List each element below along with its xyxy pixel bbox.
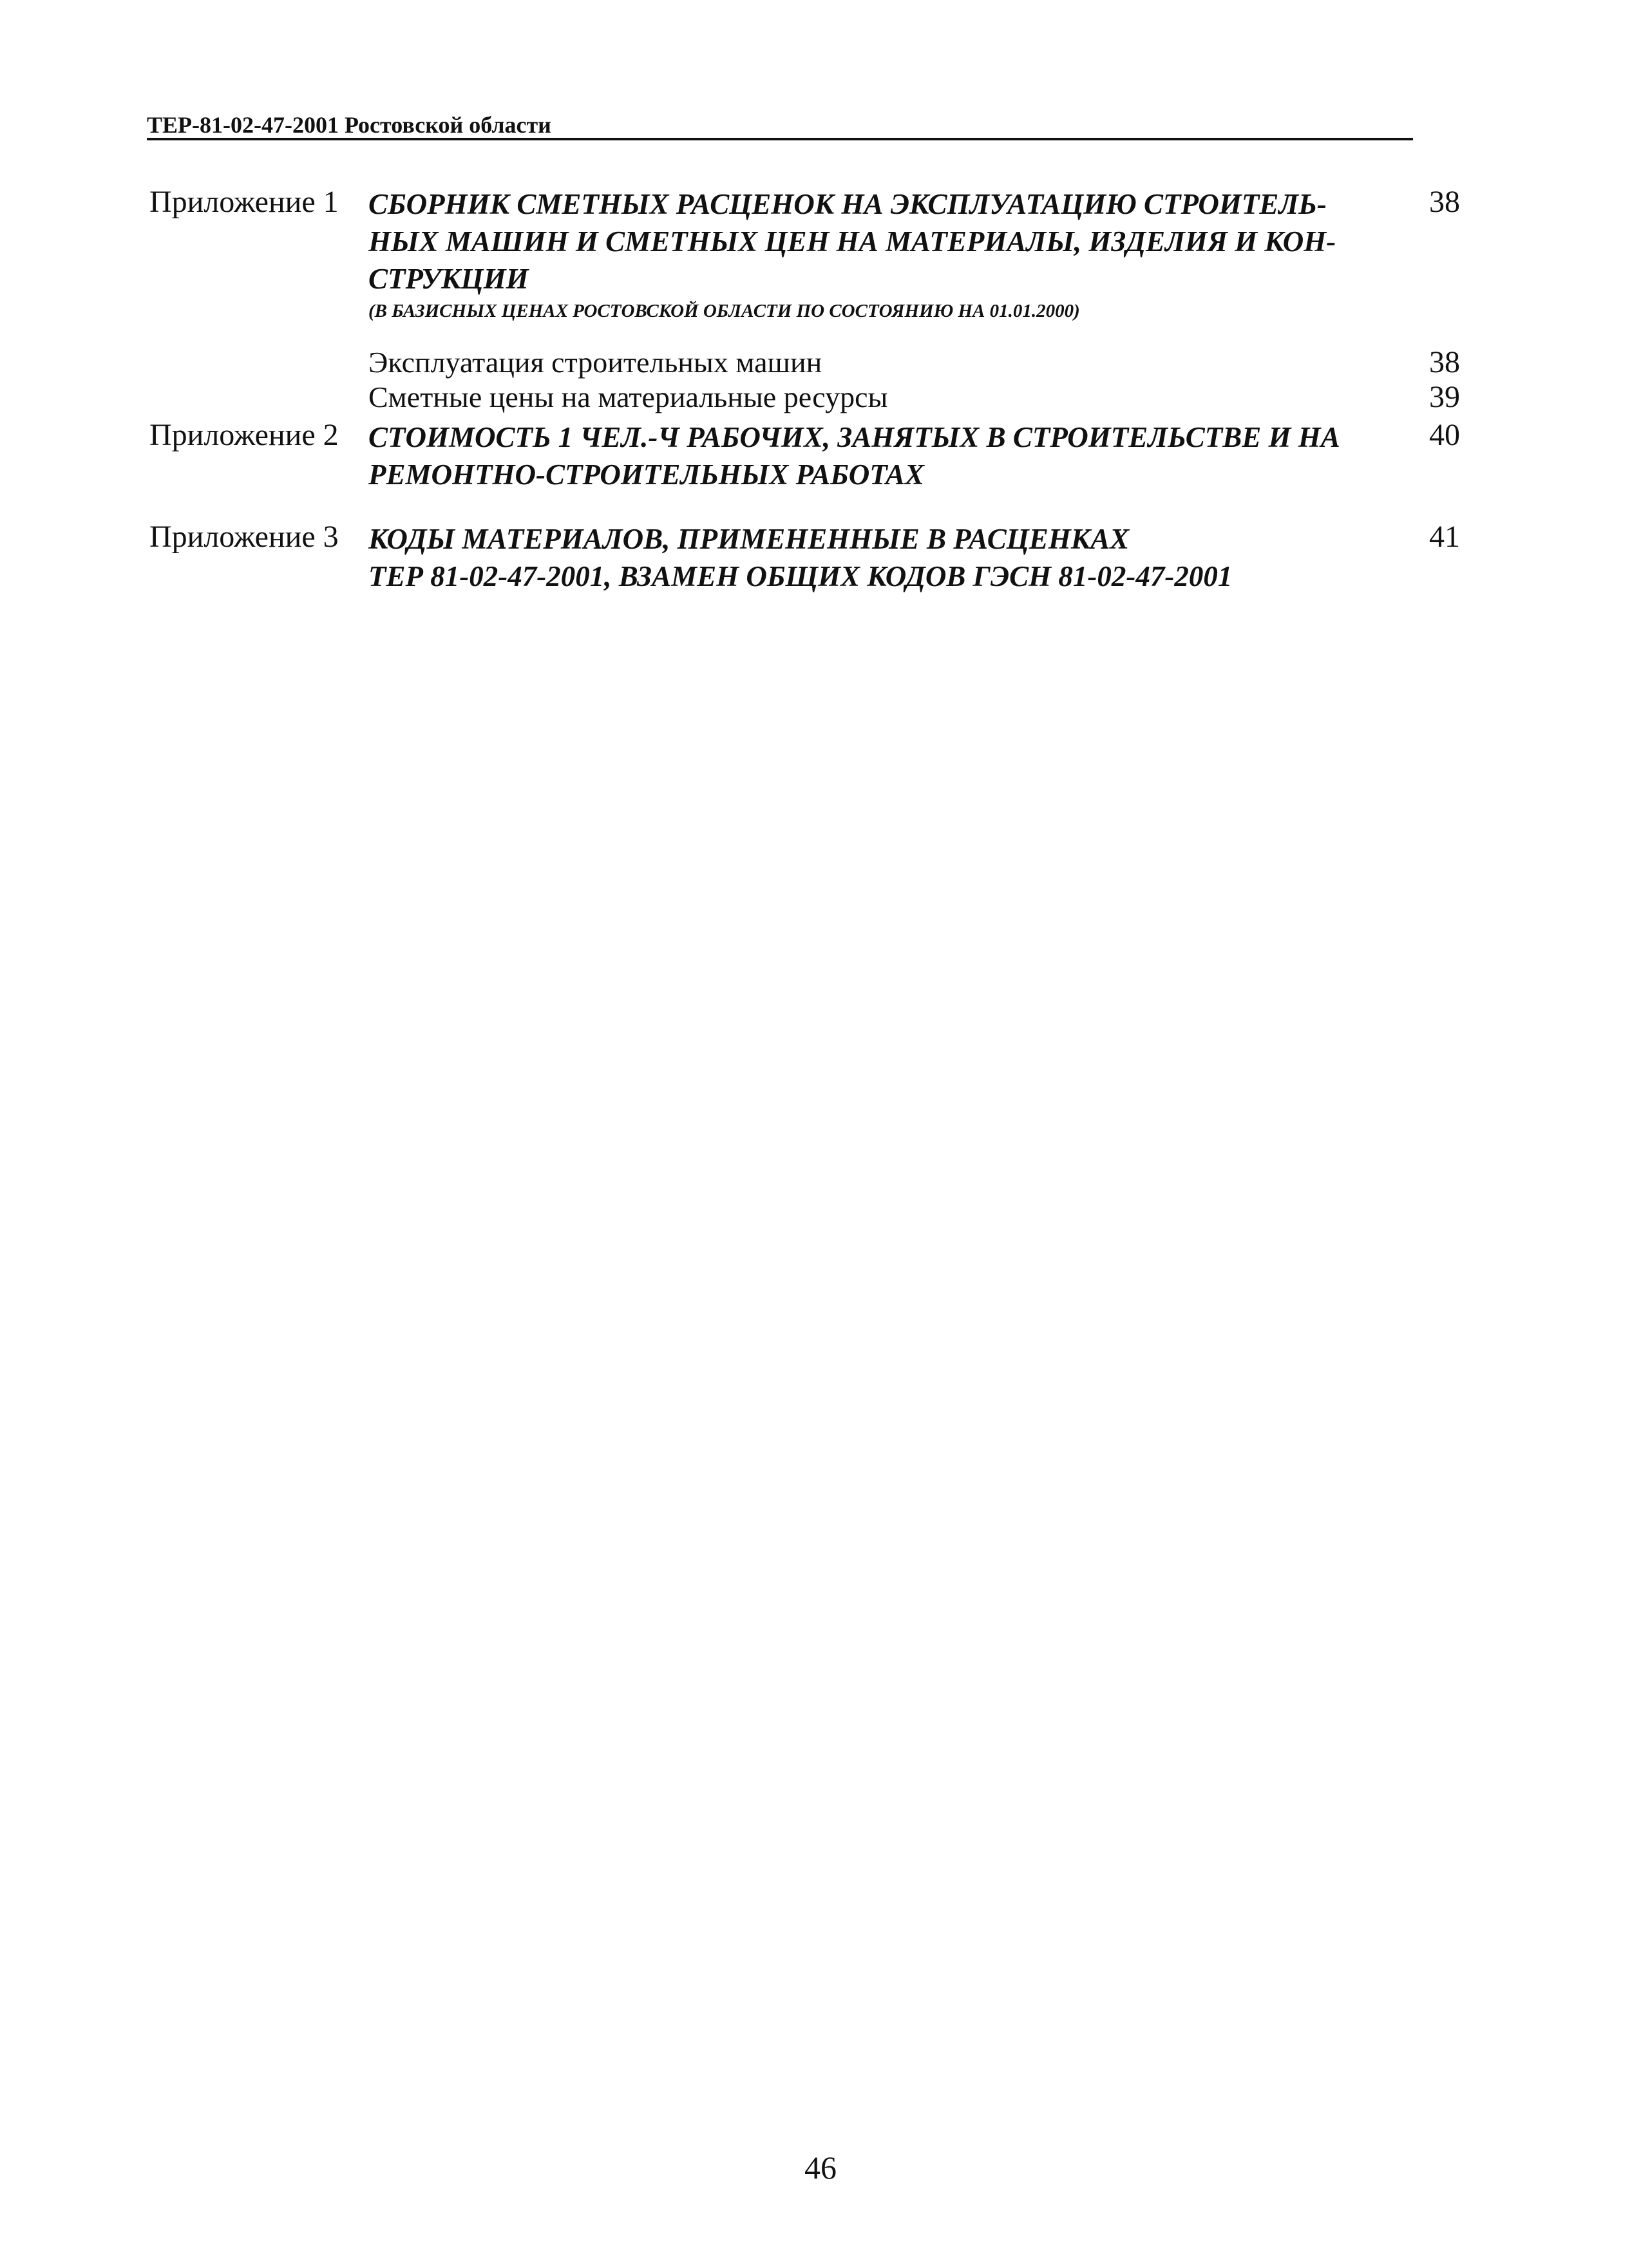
subitem-label: Эксплуатация строительных машин	[368, 346, 822, 379]
appendix-1-content	[368, 185, 1386, 322]
page-number: 46	[804, 2150, 837, 2186]
appendix-1-subitems	[149, 345, 1460, 415]
appendix-2-content	[368, 419, 1386, 493]
appendix-1-title-line: СТРУКЦИИ	[368, 263, 529, 295]
toc-item-appendix-2	[149, 419, 1460, 496]
appendix-1-subitem	[149, 345, 1460, 380]
appendix-3-title-line: ТЕР 81-02-47-2001, ВЗАМЕН ОБЩИХ КОДОВ ГЭСН 81-02-47-2001	[368, 560, 1233, 592]
subitem-label: Сметные цены на материальные ресурсы	[368, 381, 888, 413]
toc-item-appendix-3	[149, 520, 1460, 598]
page-header	[147, 109, 1413, 140]
appendix-1-label: Приложение 1	[149, 185, 339, 219]
subitem-page-number: 38	[1429, 345, 1460, 379]
appendix-2-page-number: 40	[1429, 418, 1460, 452]
appendix-2-title-line: РЕМОНТНО-СТРОИТЕЛЬНЫХ РАБОТАХ	[368, 458, 924, 491]
appendix-3-title-line: КОДЫ МАТЕРИАЛОВ, ПРИМЕНЕННЫЕ В РАСЦЕНКАХ	[368, 523, 1130, 555]
appendix-2-label: Приложение 2	[149, 418, 339, 452]
appendix-1-title-line: НЫХ МАШИН И СМЕТНЫХ ЦЕН НА МАТЕРИАЛЫ, ИЗДЕЛИЯ И КОН-	[368, 225, 1336, 258]
document-title: ТЕР-81-02-47-2001 Ростовской области	[147, 112, 551, 138]
appendix-3-content	[368, 520, 1386, 595]
appendix-3-page-number: 41	[1429, 520, 1460, 554]
appendix-1-subitem	[149, 380, 1460, 415]
appendix-3-label: Приложение 3	[149, 520, 339, 554]
appendix-1-page-number: 38	[1429, 185, 1460, 219]
toc-item-appendix-1	[149, 185, 1460, 414]
appendix-2-title-line: СТОИМОСТЬ 1 ЧЕЛ.-Ч РАБОЧИХ, ЗАНЯТЫХ В СТРОИТЕЛЬСТВЕ И НА	[368, 421, 1340, 453]
appendix-1-title-line: СБОРНИК СМЕТНЫХ РАСЦЕНОК НА ЭКСПЛУАТАЦИЮ СТРОИТЕЛЬ-	[368, 188, 1327, 220]
appendix-1-price-note: (В БАЗИСНЫХ ЦЕНАХ РОСТОВСКОЙ ОБЛАСТИ ПО СОСТОЯНИЮ НА 01.01.2000)	[368, 301, 1080, 321]
subitem-page-number: 39	[1429, 380, 1460, 414]
